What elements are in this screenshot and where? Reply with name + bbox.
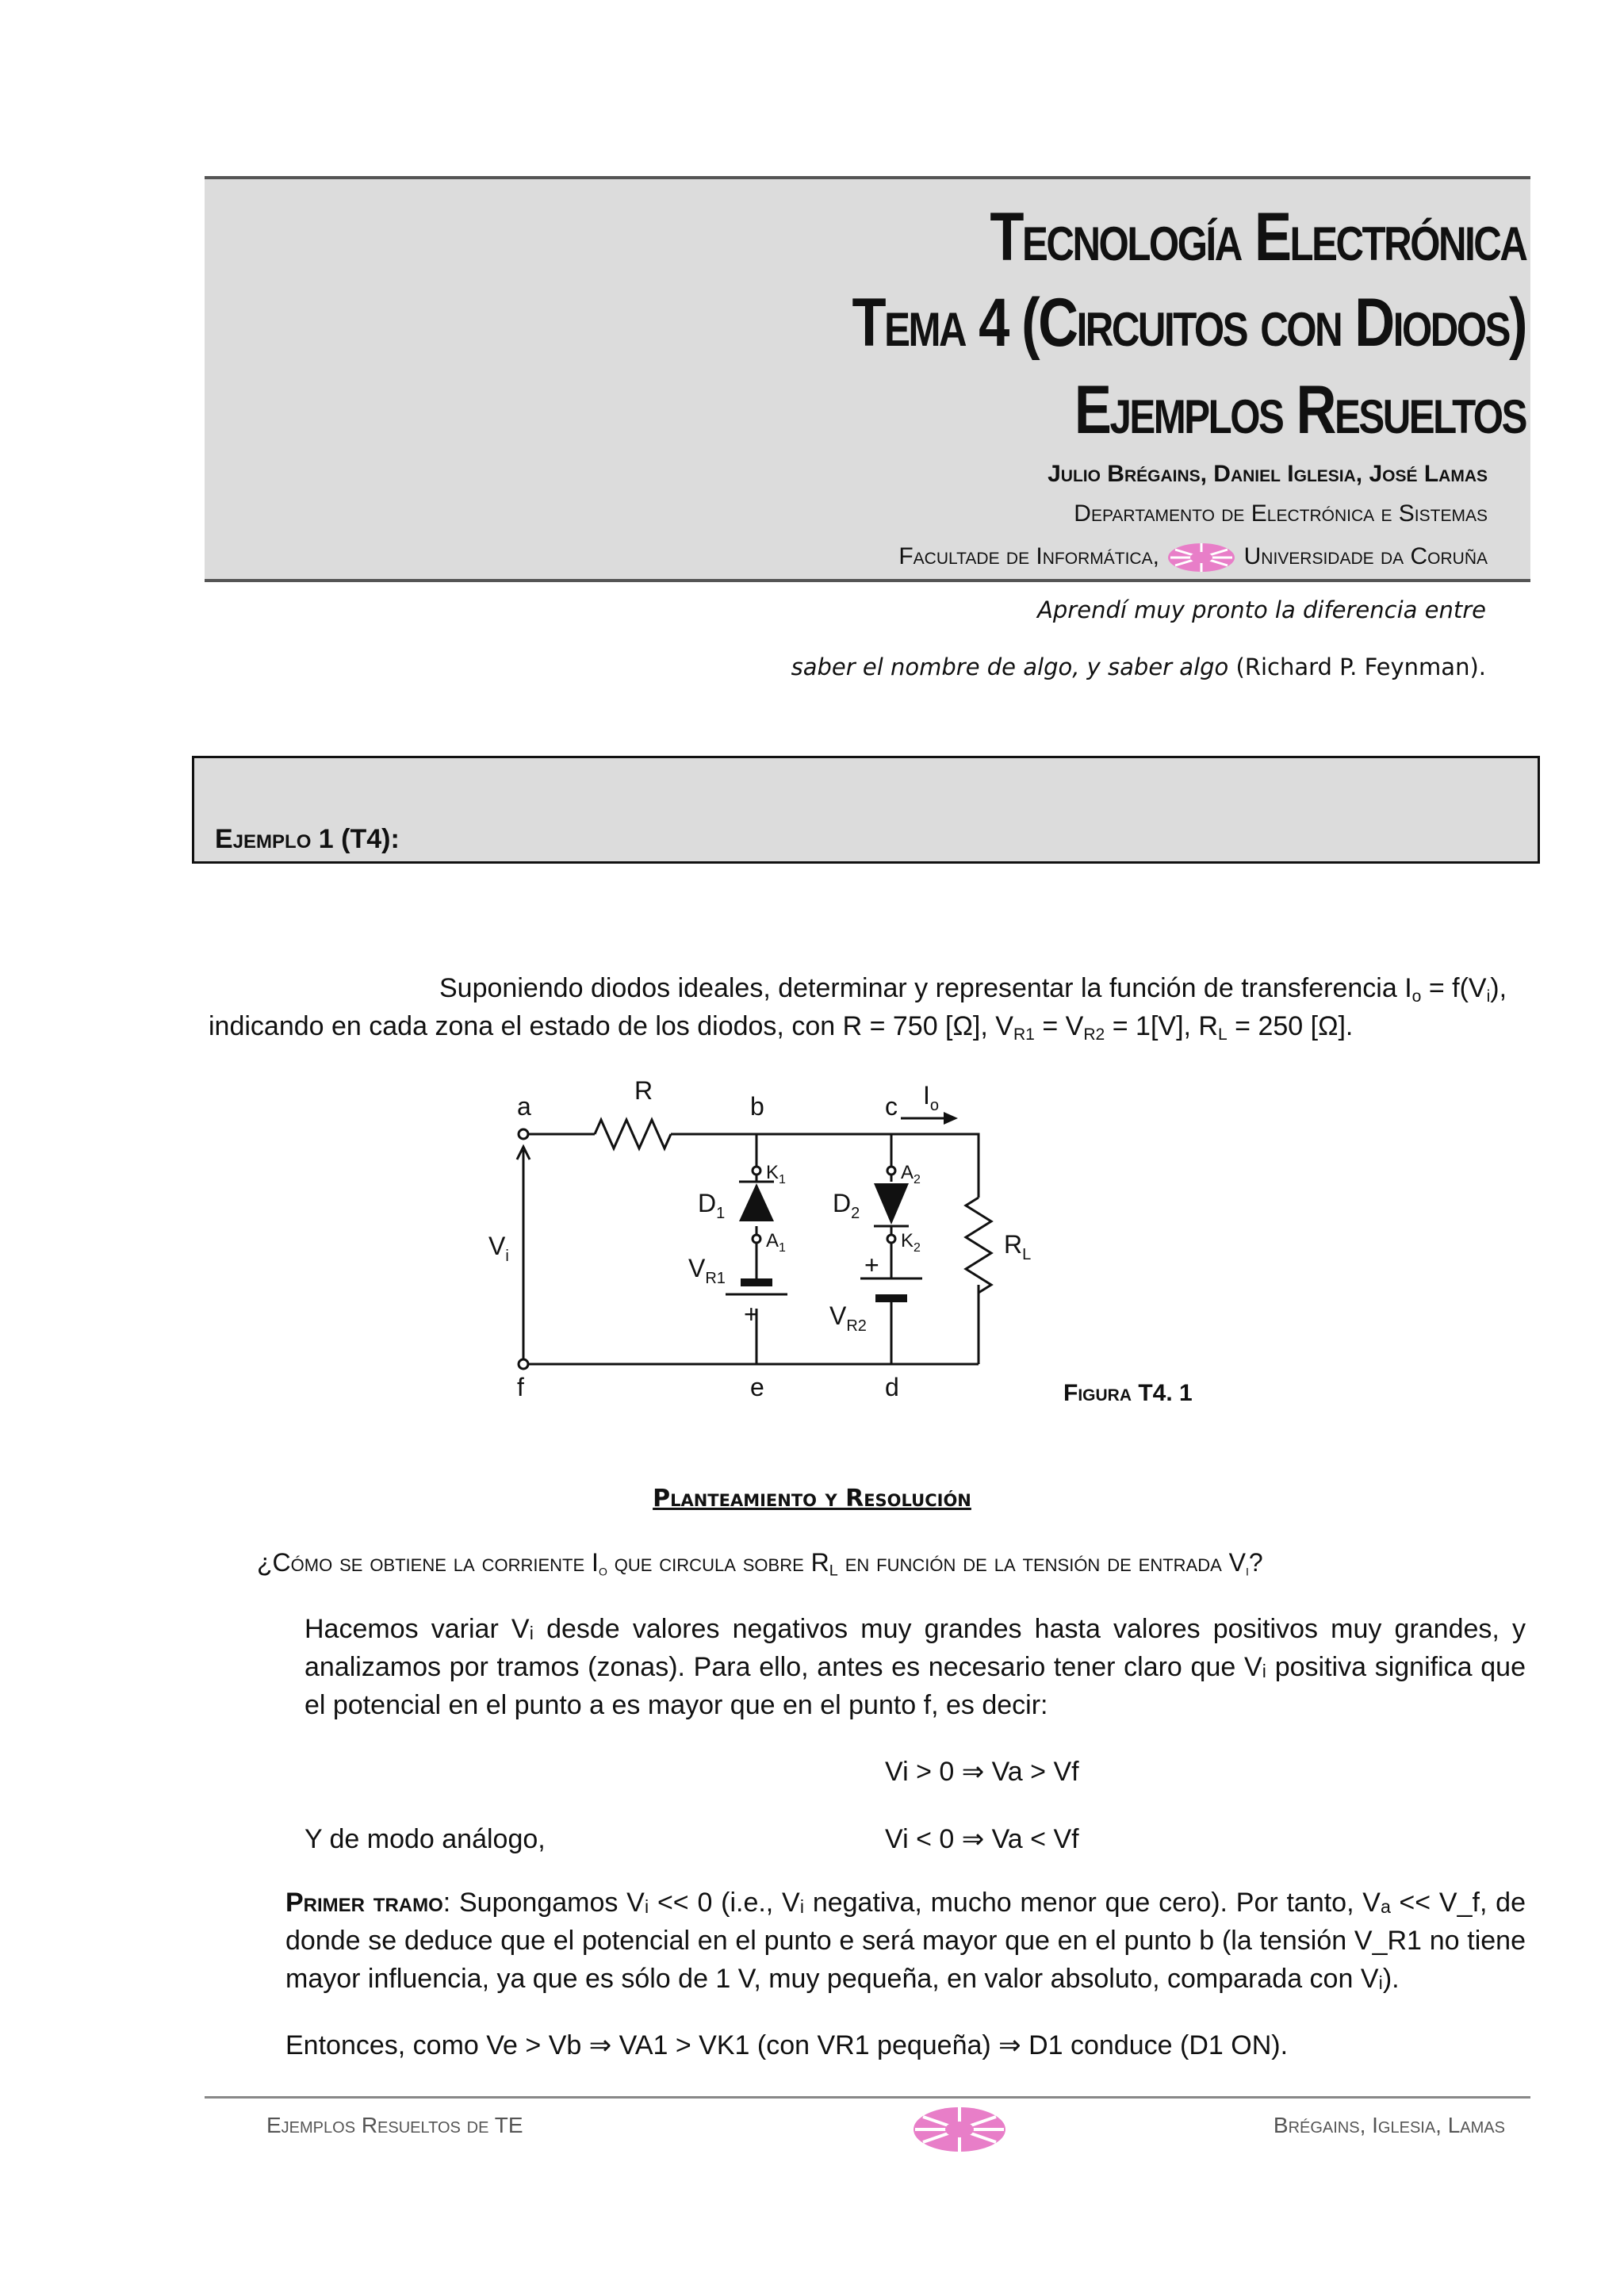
statement-line-2: indicando en cada zona el estado de los diodos, con R = 750 [Ω], $V_{R1} = V_{R2} = 1[V]$, $R_L = 250$ [Ω]. [209,1011,1354,1044]
diode-d2 [874,1183,909,1225]
equation-positive: Vi > 0 ⇒ Va > Vf [885,1757,1079,1787]
paragraph-entonces: Entonces, como Ve > Vb ⇒ VA1 > VK1 (con VR1 pequeña) ⇒ D1 conduce (D1 ON). [285,2030,1289,2060]
example-box [192,756,1540,864]
primer-tramo-label: Primer tramo [285,1888,443,1918]
quote-line-2 [791,654,1486,680]
label-a2: $A_2$ [901,1162,921,1186]
label-d1: $D_1$ [698,1189,726,1222]
label-d2: $D_2$ [833,1189,860,1222]
label-k2: $K_2$ [901,1230,921,1255]
title-topic: Tema 4 (Circuitos con Diodos) [852,285,1526,361]
paragraph-primer-tramo [285,1884,1526,1998]
authors: Julio Brégains, Daniel Iglesia, José Lamas [1048,461,1488,487]
vr2-short-plate [875,1294,907,1302]
diode-d1 [739,1183,774,1221]
label-node-b: b [750,1092,764,1121]
io-arrow-head [944,1112,958,1125]
footer-logo [912,2105,1007,2158]
quote-text: saber el nombre de algo, y saber algo [791,654,1229,680]
resistor-r [595,1120,671,1148]
terminal-a [519,1129,528,1139]
label-vr2-plus: + [864,1251,879,1279]
terminal-k2 [887,1235,895,1243]
question: ¿Cómo se obtiene la corriente $I_o$ que circula sobre $R_L$ en función de la tensión de entrada $V_i$? [257,1548,1263,1580]
terminal-k1 [753,1167,760,1175]
title-examples: Ejemplos Resueltos [1074,372,1526,448]
label-r: R [634,1076,653,1105]
quote-line-1: Aprendí muy pronto la diferencia entre [1037,596,1486,623]
label-node-a: a [517,1092,531,1121]
label-vr1: $V_{R1}$ [688,1254,726,1287]
university-logo [1166,540,1237,575]
document-header [205,176,1530,582]
quote-author: (Richard P. Feynman). [1228,654,1486,680]
label-a1: $A_1$ [766,1230,786,1255]
analog-text: Y de modo análogo, [304,1824,546,1854]
resistor-rl [966,1198,991,1293]
label-vi: $V_i$ [488,1232,509,1265]
wire-b-c-rl [671,1134,979,1198]
label-vr2: $V_{R2}$ [829,1301,867,1335]
paragraph-intro: Hacemos variar Vᵢ desde valores negativos muy grandes hasta valores positivos muy grandes, y analizamos por tramos (zonas). Para ello, antes es necesario tener claro que Vᵢ positiva significa que el potencial en el punto a es mayor que en el punto f, es decir: [304,1614,1526,1720]
footer-rule [205,2096,1530,2099]
footer-right: Brégains, Iglesia, Lamas [1273,2113,1505,2137]
vr1-short-plate [741,1278,772,1286]
equation-negative: Vi < 0 ⇒ Va < Vf [885,1824,1079,1854]
terminal-a2 [887,1167,895,1175]
footer-left: Ejemplos Resueltos de TE [266,2113,523,2137]
affiliation [898,540,1488,575]
example-label: Ejemplo 1 (T4): [215,824,400,854]
university: Universidade da Coruña [1243,542,1488,569]
faculty: Facultade de Informática, [898,542,1159,569]
title-course: Tecnología Electrónica [989,199,1526,275]
primer-tramo-text: : Supongamos Vᵢ << 0 (i.e., Vᵢ negativa, mucho menor que cero). Por tanto, Vₐ << V_f, de donde se deduce que el potencial en el punto e será mayor que en el punto b (la tensión V_R1 no tiene mayor influencia, ya que es sólo de 1 V, muy pequeña, en valor absoluto, comparada con Vᵢ). [285,1888,1526,1994]
label-node-c: c [885,1092,898,1121]
label-k1: $K_1$ [766,1162,786,1186]
figure-caption: Figura T4. 1 [1063,1380,1193,1406]
statement-line-1: Suponiendo diodos ideales, determinar y representar la función de transferencia $I_o = f(V_i)$, [439,973,1507,1006]
label-vr1-plus: + [744,1300,759,1328]
terminal-a1 [753,1235,760,1243]
terminal-f [519,1359,528,1369]
circuit-diagram [444,1071,1047,1420]
label-io: $I_o$ [923,1081,940,1114]
label-node-d: d [885,1373,899,1401]
label-node-f: f [517,1373,524,1401]
department: Departamento de Electrónica e Sistemas [1074,500,1488,527]
label-rl: $R_L$ [1004,1230,1032,1263]
section-title: Planteamiento y Resolución [653,1485,971,1512]
label-node-e: e [750,1373,764,1401]
